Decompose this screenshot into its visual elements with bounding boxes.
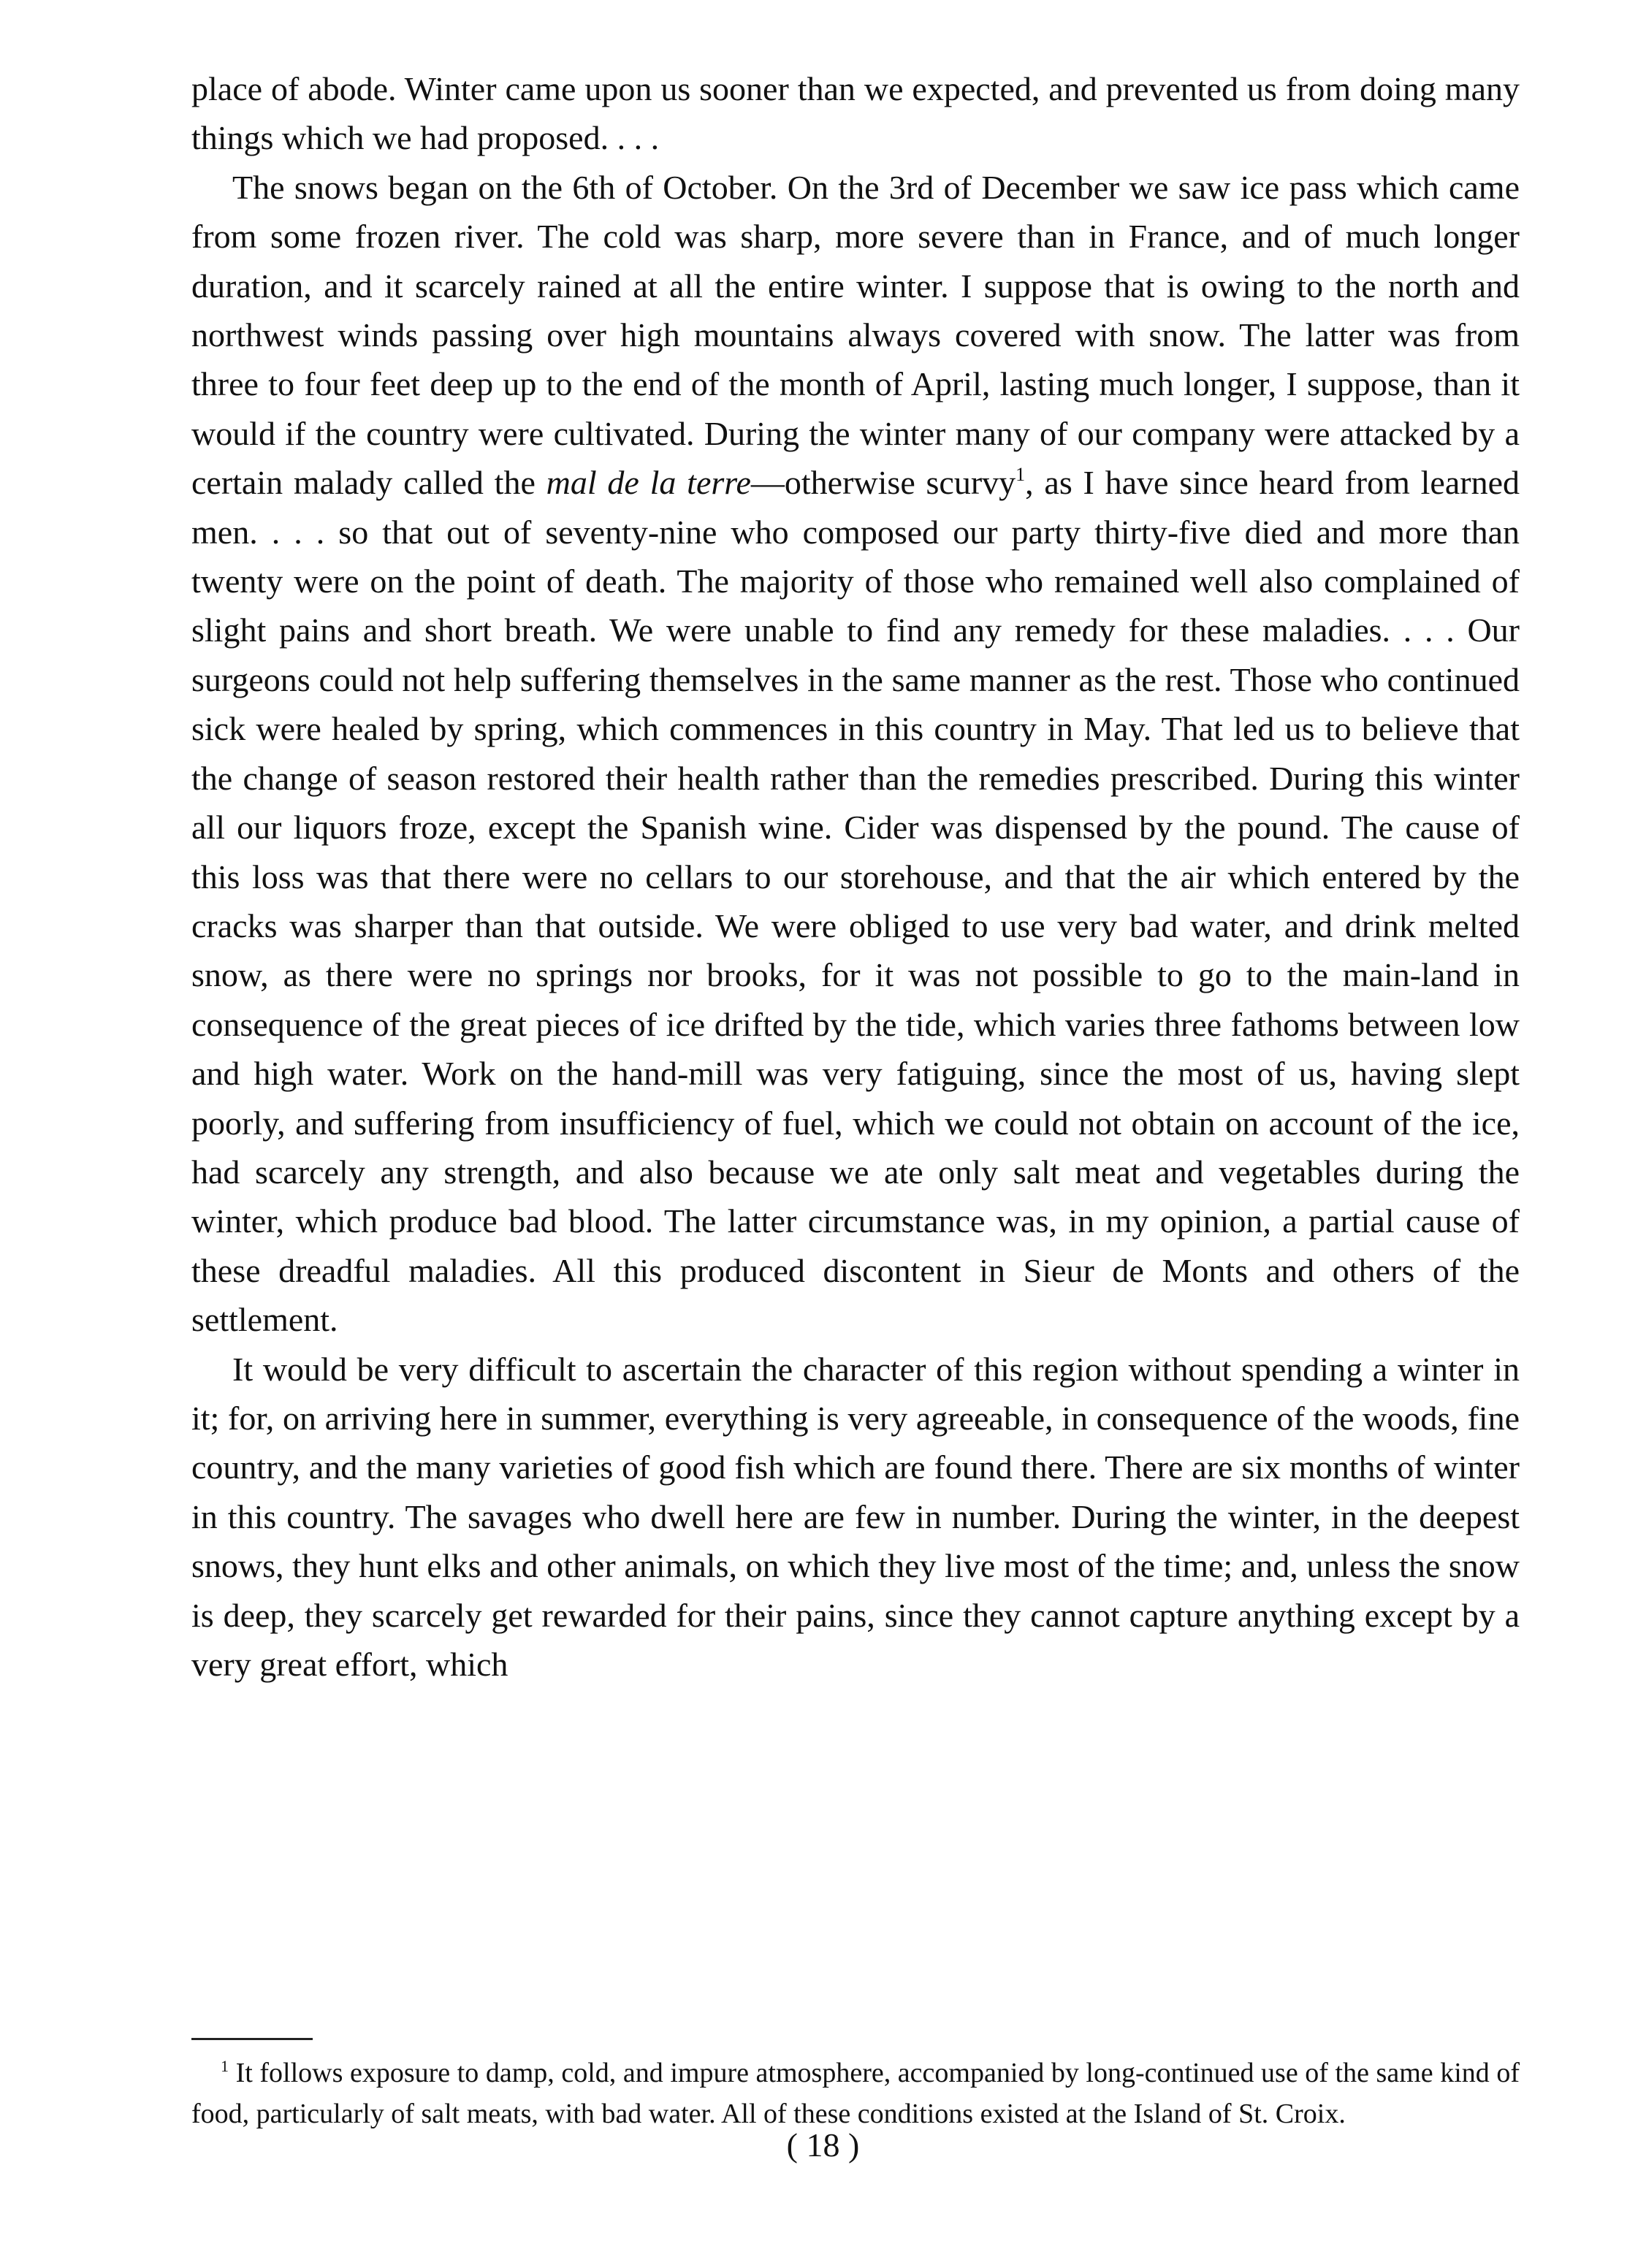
paragraph-1-text: place of abode. Winter came upon us sooner than we expected, and prevented us from doing many things which we had proposed. . . .: [191, 70, 1520, 157]
footnote-text: It follows exposure to damp, cold, and impure atmosphere, accompanied by long-continued use of the same kind of food, particularly of salt meats, with bad water. All of these conditions existed at the Island of St. Croix.: [191, 2058, 1520, 2129]
paragraph-1: [191, 64, 1520, 163]
italic-phrase: mal de la terre: [546, 464, 751, 502]
page-body: [191, 64, 1520, 1689]
paragraph-2-text-a: The snows began on the 6th of October. On the 3rd of December we saw ice pass which came from some frozen river. The cold was sharp, more severe than in France, and of much longer duration, and it scarcely rained at all the entire winter. I suppose that is owing to the north and northwest winds passing over high mountains always covered with snow. The latter was from three to four feet deep up to the end of the month of April, lasting much longer, I suppose, than it would if the country were cultivated. During the winter many of our company were attacked by a certain malady called the: [191, 168, 1520, 502]
paragraph-3: [191, 1345, 1520, 1689]
paragraph-2-text-c: , as I have since heard from learned men. . . . so that out of seventy-nine who composed our party thirty-five died and more than twenty were on the point of death. The majority of those who remained well also complained of slight pains and short breath. We were unable to find any remedy for these maladies. . . . Our surgeons could not help suffering themselves in the same manner as the rest. Those who continued sick were healed by spring, which commences in this country in May. That led us to believe that the change of season restored their health rather than the remedies prescribed. During this winter all our liquors froze, except the Spanish wine. Cider was dispensed by the pound. The cause of this loss was that there were no cellars to our storehouse, and that the air which entered by the cracks was sharper than that outside. We were obliged to use very bad water, and drink melted snow, as there were no springs nor brooks, for it was not possible to go to the main-land in consequence of the great pieces of ice drifted by the tide, which varies three fathoms between low and high water. Work on the hand-mill was very fatiguing, since the most of us, having slept poorly, and suffering from insufficiency of fuel, which we could not obtain on account of the ice, had scarcely any strength, and also because we ate only salt meat and vegetables during the winter, which produce bad blood. The latter circumstance was, in my opinion, a partial cause of these dreadful maladies. All this produced discontent in Sieur de Monts and others of the settlement.: [191, 464, 1520, 1339]
footnote-marker: 1: [221, 2057, 229, 2075]
footnote-divider: [191, 2038, 313, 2040]
footnote-1: [191, 2053, 1520, 2134]
footnotes: [191, 2053, 1520, 2134]
paragraph-2-text-b: —otherwise scurvy: [750, 464, 1016, 502]
footnote-reference[interactable]: 1: [1016, 464, 1026, 486]
paragraph-2: [191, 163, 1520, 1345]
page-number: ( 18 ): [786, 2126, 860, 2164]
paragraph-3-text: It would be very difficult to ascertain the character of this region without spending a winter in it; for, on arriving here in summer, everything is very agreeable, in consequence of the woods, fine country, and the many varieties of good fish which are found there. There are six months of winter in this country. The savages who dwell here are few in number. During the winter, in the deepest snows, they hunt elks and other animals, on which they live most of the time; and, unless the snow is deep, they scarcely get rewarded for their pains, since they cannot capture anything except by a very great effort, which: [191, 1350, 1520, 1683]
